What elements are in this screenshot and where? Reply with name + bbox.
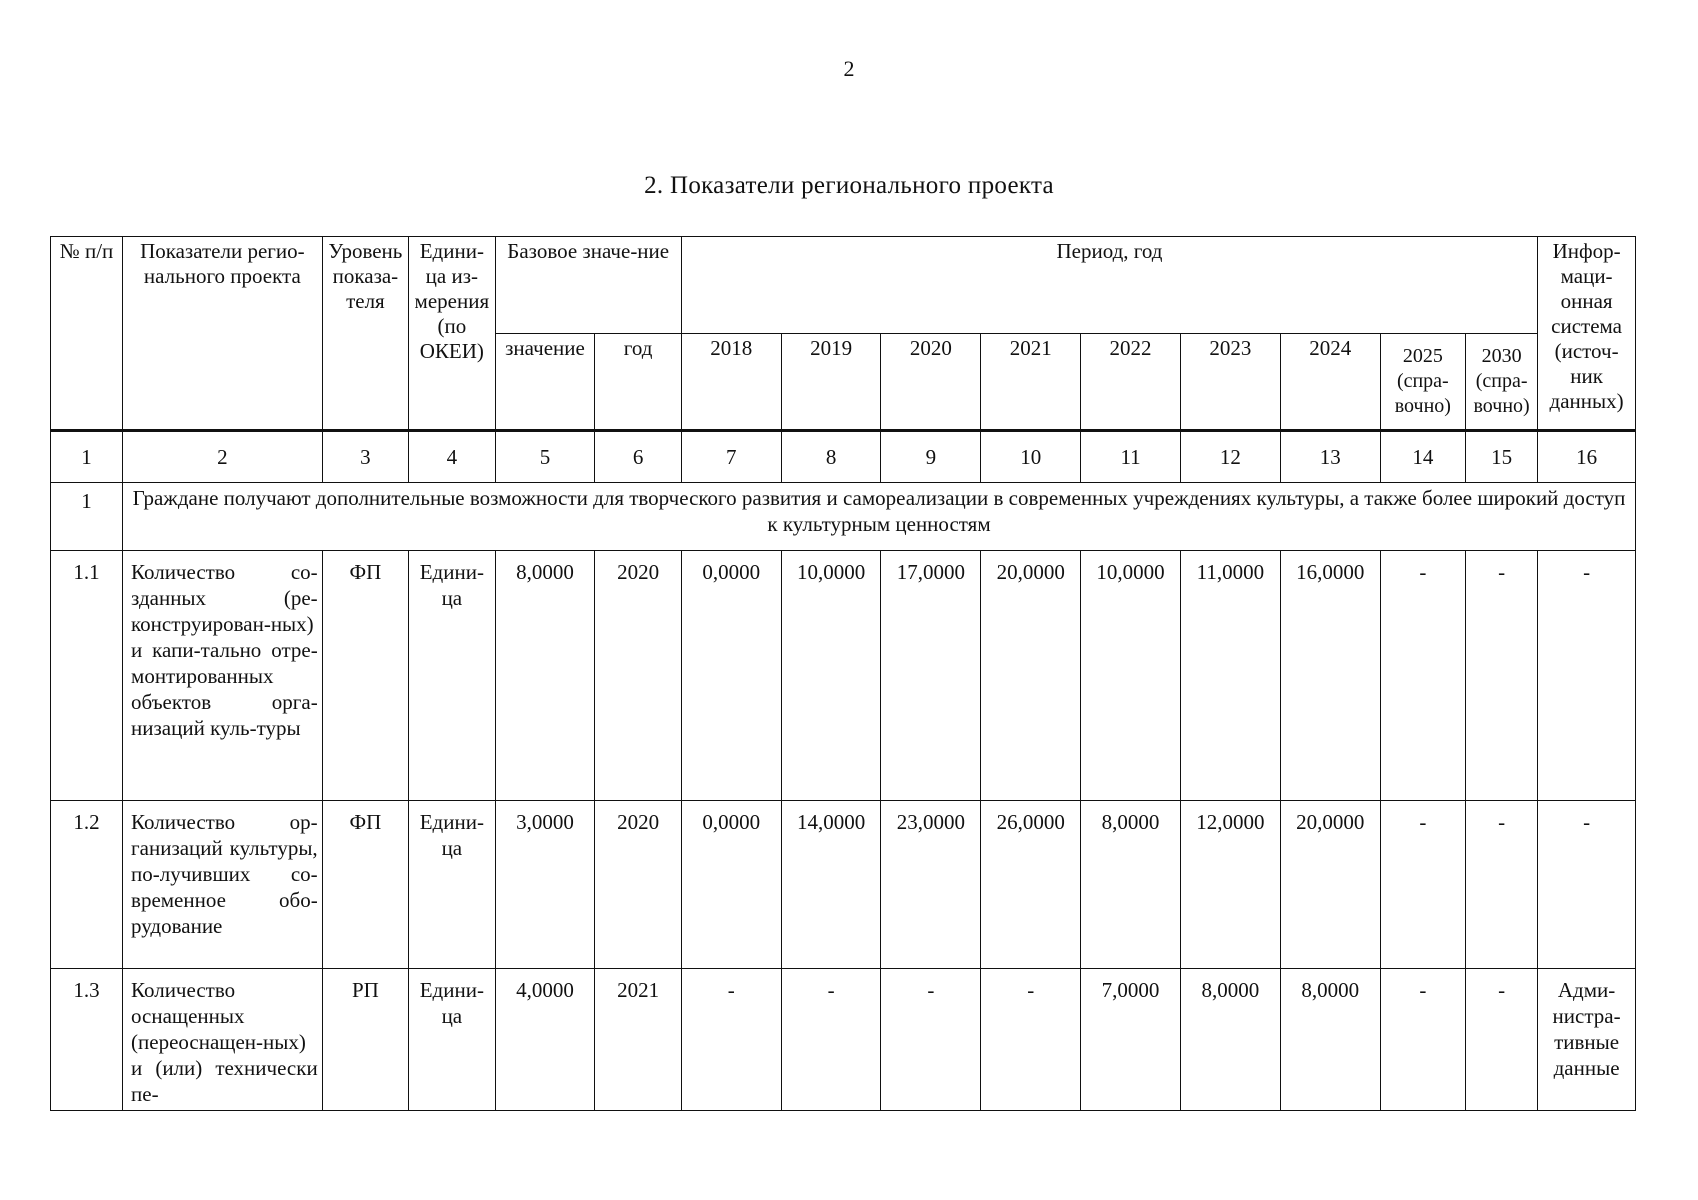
header-year-2022: 2022 [1081, 334, 1181, 431]
col-number: 7 [681, 431, 781, 483]
header-year-2030: 2030 (спра-вочно) [1466, 334, 1538, 431]
row-base-year: 2020 [595, 801, 681, 969]
row-base-year: 2020 [595, 551, 681, 801]
row-base-value: 8,0000 [495, 551, 595, 801]
col-number: 3 [322, 431, 408, 483]
row-num: 1.3 [51, 969, 123, 1111]
col-number: 10 [981, 431, 1081, 483]
header-indicator: Показатели регио-нального проекта [123, 237, 323, 431]
row-info-source: Адми-нистра-тивные данные [1538, 969, 1636, 1111]
row-value: 11,0000 [1180, 551, 1280, 801]
row-value: 17,0000 [881, 551, 981, 801]
row-value: 0,0000 [681, 551, 781, 801]
page-number: 2 [843, 56, 855, 81]
col-number: 8 [781, 431, 881, 483]
row-value: - [1380, 801, 1465, 969]
row-value: - [981, 969, 1081, 1111]
header-base: Базовое значе-ние [495, 237, 681, 334]
col-number: 6 [595, 431, 681, 483]
indicators-table [50, 236, 1636, 1111]
row-indicator-name: Количество со-зданных (ре-конструирован-ных) и капи-тально отре-монтированных объектов орга-низаций куль-туры [123, 551, 323, 801]
col-number: 2 [123, 431, 323, 483]
col-number: 13 [1280, 431, 1380, 483]
row-value: 16,0000 [1280, 551, 1380, 801]
row-value: - [1466, 801, 1538, 969]
row-num: 1.1 [51, 551, 123, 801]
section-num: 1 [51, 483, 123, 551]
header-period: Период, год [681, 237, 1537, 334]
header-year-2025: 2025 (спра-вочно) [1380, 334, 1465, 431]
col-number: 11 [1081, 431, 1181, 483]
col-number: 12 [1180, 431, 1280, 483]
row-indicator-name: Количество ор-ганизаций культуры, по-лучивших со-временное обо-рудование [123, 801, 323, 969]
row-unit: Едини-ца [409, 801, 495, 969]
row-value: - [1380, 969, 1465, 1111]
row-value: 8,0000 [1180, 969, 1280, 1111]
header-value: значение [495, 334, 595, 431]
row-unit: Едини-ца [409, 551, 495, 801]
col-number: 1 [51, 431, 123, 483]
row-value: - [1466, 969, 1538, 1111]
page-title: 2. Показатели регионального проекта [644, 172, 1054, 199]
header-year-2024: 2024 [1280, 334, 1380, 431]
row-value: 20,0000 [1280, 801, 1380, 969]
row-value: 8,0000 [1280, 969, 1380, 1111]
header-year-2021: 2021 [981, 334, 1081, 431]
row-value: 7,0000 [1081, 969, 1181, 1111]
row-value: 14,0000 [781, 801, 881, 969]
header-row-1 [51, 237, 1636, 334]
row-value: 26,0000 [981, 801, 1081, 969]
header-year-2019: 2019 [781, 334, 881, 431]
row-base-value: 3,0000 [495, 801, 595, 969]
row-value: 23,0000 [881, 801, 981, 969]
header-info: Инфор-маци-онная система (источ-ник данных) [1538, 237, 1636, 431]
header-num: № п/п [51, 237, 123, 431]
row-value: 0,0000 [681, 801, 781, 969]
header-year-2020: 2020 [881, 334, 981, 431]
row-value: 10,0000 [781, 551, 881, 801]
row-level: ФП [322, 551, 408, 801]
row-value: - [1380, 551, 1465, 801]
header-unit: Едини-ца из-мерения (по ОКЕИ) [409, 237, 495, 431]
header-year-2023: 2023 [1180, 334, 1280, 431]
row-value: - [881, 969, 981, 1111]
col-number: 5 [495, 431, 595, 483]
header-level: Уровень показа-теля [322, 237, 408, 431]
row-level: РП [322, 969, 408, 1111]
col-number: 16 [1538, 431, 1636, 483]
col-number: 14 [1380, 431, 1465, 483]
section-row [51, 483, 1636, 551]
row-value: 8,0000 [1081, 801, 1181, 969]
row-info-source: - [1538, 551, 1636, 801]
section-text: Граждане получают дополнительные возможности для творческого развития и самореализации в современных учреждениях культуры, а также более широкий доступ к культурным ценностям [123, 483, 1636, 551]
row-base-year: 2021 [595, 969, 681, 1111]
table-row [51, 551, 1636, 801]
row-value: - [1466, 551, 1538, 801]
row-info-source: - [1538, 801, 1636, 969]
row-value: 10,0000 [1081, 551, 1181, 801]
header-year-2018: 2018 [681, 334, 781, 431]
row-value: 20,0000 [981, 551, 1081, 801]
row-indicator-name: Количество оснащенных (переоснащен-ных) и (или) технически пе- [123, 969, 323, 1111]
row-value: - [781, 969, 881, 1111]
table-row [51, 801, 1636, 969]
row-value: - [681, 969, 781, 1111]
row-base-value: 4,0000 [495, 969, 595, 1111]
row-level: ФП [322, 801, 408, 969]
header-year: год [595, 334, 681, 431]
row-unit: Едини-ца [409, 969, 495, 1111]
row-num: 1.2 [51, 801, 123, 969]
col-number: 4 [409, 431, 495, 483]
col-number: 9 [881, 431, 981, 483]
col-number: 15 [1466, 431, 1538, 483]
table-row [51, 969, 1636, 1111]
row-value: 12,0000 [1180, 801, 1280, 969]
column-numbers-row [51, 431, 1636, 483]
